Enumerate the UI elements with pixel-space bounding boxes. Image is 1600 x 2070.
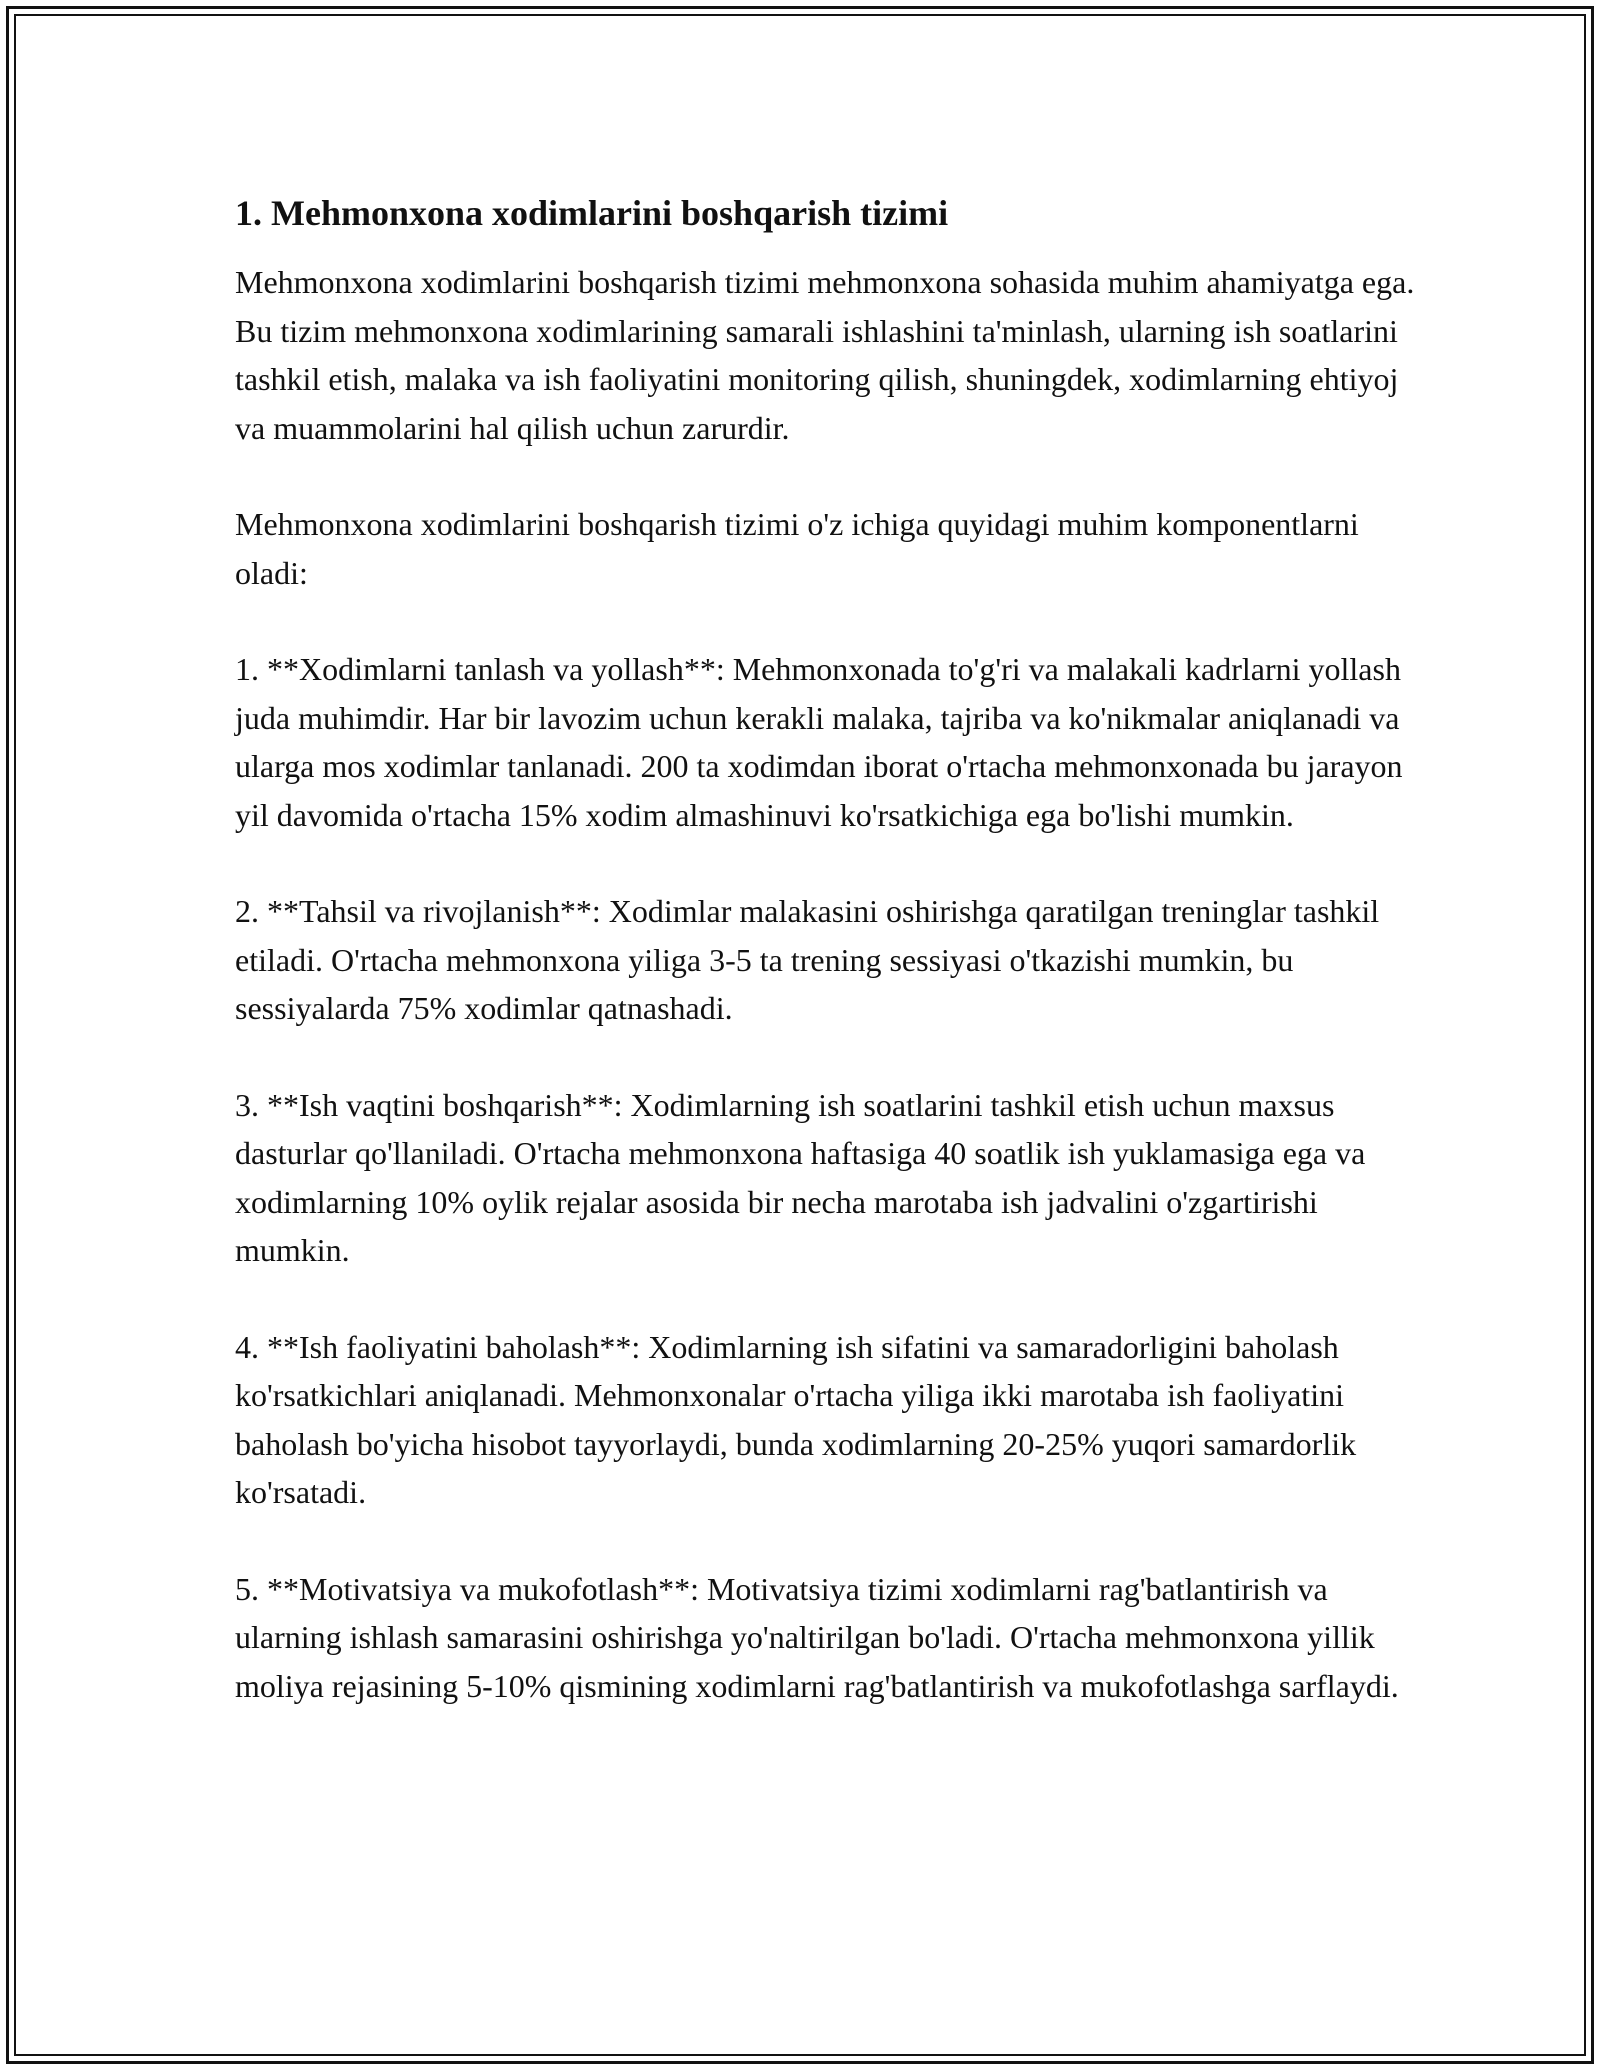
document-title: 1. Mehmonxona xodimlarini boshqarish tizimi — [235, 193, 949, 233]
list-item-motivation-rewards: 5. **Motivatsiya va mukofotlash**: Motivatsiya tizimi xodimlarni rag'batlantirish va ularning ishlash samarasini oshirishga yo'naltirilgan bo'ladi. O'rtacha mehmonxona yillik moliya rejasining 5-10% qismining xodimlarni rag'batlantirish va mukofotlashga sarflaydi. — [235, 1570, 1399, 1704]
components-intro-paragraph: Mehmonxona xodimlarini boshqarish tizimi o'z ichiga quyidagi muhim komponentlarni oladi: — [235, 506, 1359, 591]
list-item-selection-hiring: 1. **Xodimlarni tanlash va yollash**: Mehmonxonada to'g'ri va malakali kadrlarni yollash juda muhimdir. Har bir lavozim uchun kerakli malaka, tajriba va ko'nikmalar aniqlanadi va ularga mos xodimlar tanlanadi. 200 ta xodimdan iborat o'rtacha mehmonxonada bu jarayon yil davomida o'rtacha 15% xodim almashinuvi ko'rsatkichiga ega bo'lishi mumkin. — [235, 651, 1403, 833]
list-item-performance-evaluation: 4. **Ish faoliyatini baholash**: Xodimlarning ish sifatini va samaradorligini baholash ko'rsatkichlari aniqlanadi. Mehmonxonalar o'rtacha yiliga ikki marotaba ish faoliyatini baholash bo'yicha hisobot tayyorlaydi, bunda xodimlarning 20-25% yuqori samardorlik ko'rsatadi. — [235, 1328, 1357, 1510]
intro-paragraph: Mehmonxona xodimlarini boshqarish tizimi mehmonxona sohasida muhim ahamiyatga ega. Bu tizim mehmonxona xodimlarining samarali ishlashini ta'minlash, ularning ish soatlarini tashkil etish, malaka va ish faoliyatini monitoring qilish, shuningdek, xodimlarning ehtiyoj va muammolarini hal qilish uchun zarurdir. — [235, 264, 1415, 446]
document-body — [235, 190, 1415, 1758]
list-item-training-development: 2. **Tahsil va rivojlanish**: Xodimlar malakasini oshirishga qaratilgan treninglar tashkil etiladi. O'rtacha mehmonxona yiliga 3-5 ta trening sessiyasi o'tkazishi mumkin, bu sessiyalarda 75% xodimlar qatnashadi. — [235, 893, 1380, 1026]
list-item-time-management: 3. **Ish vaqtini boshqarish**: Xodimlarning ish soatlarini tashkil etish uchun maxsus dasturlar qo'llaniladi. O'rtacha mehmonxona haftasiga 40 soatlik ish yuklamasiga ega va xodimlarning 10% oylik rejalar asosida bir necha marotaba ish jadvalini o'zgartirishi mumkin. — [235, 1086, 1366, 1268]
